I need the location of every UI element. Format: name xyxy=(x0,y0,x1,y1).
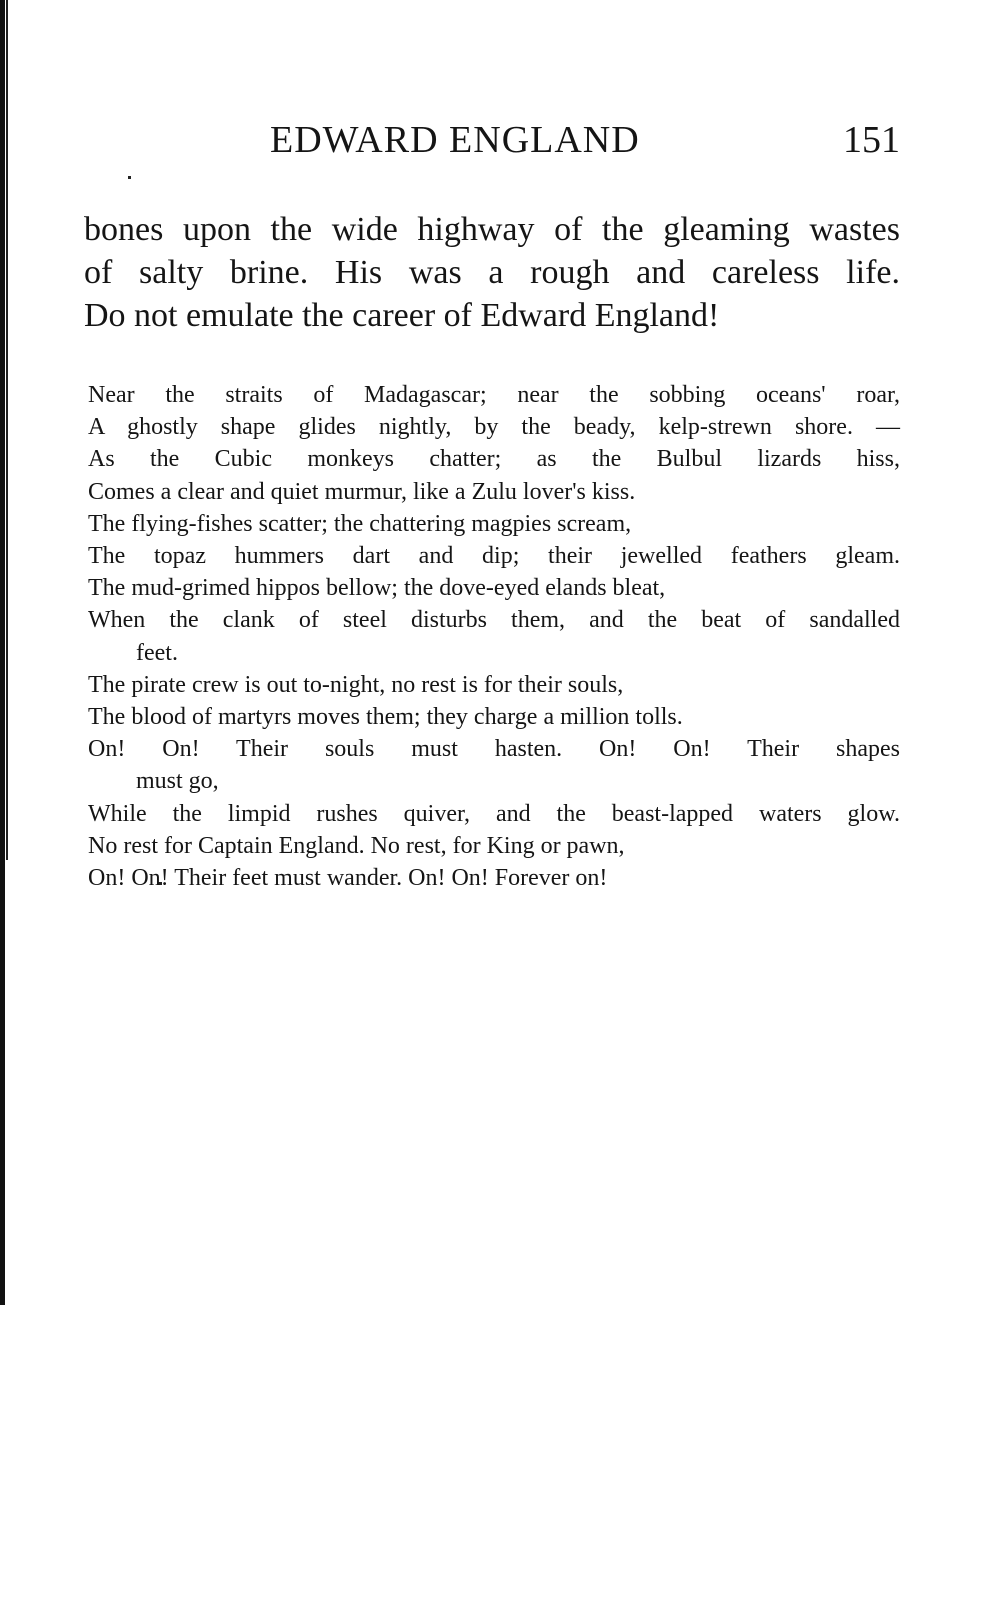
prose-line: Do not emulate the career of Edward England! xyxy=(84,297,720,334)
scan-edge xyxy=(0,0,5,1305)
verse-line: The flying-fishes scatter; the chattering magpies scream, xyxy=(88,510,632,537)
scan-speck xyxy=(128,176,131,179)
prose-line: of salty brine. His was a rough and careless life. xyxy=(84,254,900,291)
verse-line: No rest for Captain England. No rest, for King or pawn, xyxy=(88,832,625,859)
verse-line: Near the straits of Madagascar; near the sobbing oceans' roar, xyxy=(88,382,900,408)
verse-line: The blood of martyrs moves them; they charge a million tolls. xyxy=(88,704,683,731)
verse-line: Comes a clear and quiet murmur, like a Zulu lover's kiss. xyxy=(88,478,636,505)
running-title: EDWARD ENGLAND xyxy=(270,119,640,161)
verse-line: The pirate crew is out to-night, no rest is for their souls, xyxy=(88,671,624,698)
verse-line: As the Cubic monkeys chatter; as the Bulbul lizards hiss, xyxy=(88,446,900,473)
verse-line: When the clank of steel disturbs them, and the beat of sandalled xyxy=(88,607,900,634)
verse-line: On! On! Their souls must hasten. On! On! Their shapes xyxy=(88,736,900,763)
prose-line: bones upon the wide highway of the gleaming wastes xyxy=(84,211,900,248)
verse-line: On! On! Their feet must wander. On! On! Forever on! xyxy=(88,865,608,892)
verse-line: A ghostly shape glides nightly, by the beady, kelp-strewn shore. — xyxy=(88,414,900,441)
verse-line: While the limpid rushes quiver, and the beast-lapped waters glow. xyxy=(88,800,900,827)
page-number: 151 xyxy=(843,119,900,161)
scan-edge-inner xyxy=(6,0,8,860)
verse-line-continuation: must go, xyxy=(136,768,219,795)
verse-line: The topaz hummers dart and dip; their jewelled feathers gleam. xyxy=(88,543,900,570)
verse-line: The mud-grimed hippos bellow; the dove-eyed elands bleat, xyxy=(88,575,666,602)
prose-paragraph xyxy=(84,208,900,337)
verse-block xyxy=(88,379,900,894)
verse-line-continuation: feet. xyxy=(136,639,178,666)
